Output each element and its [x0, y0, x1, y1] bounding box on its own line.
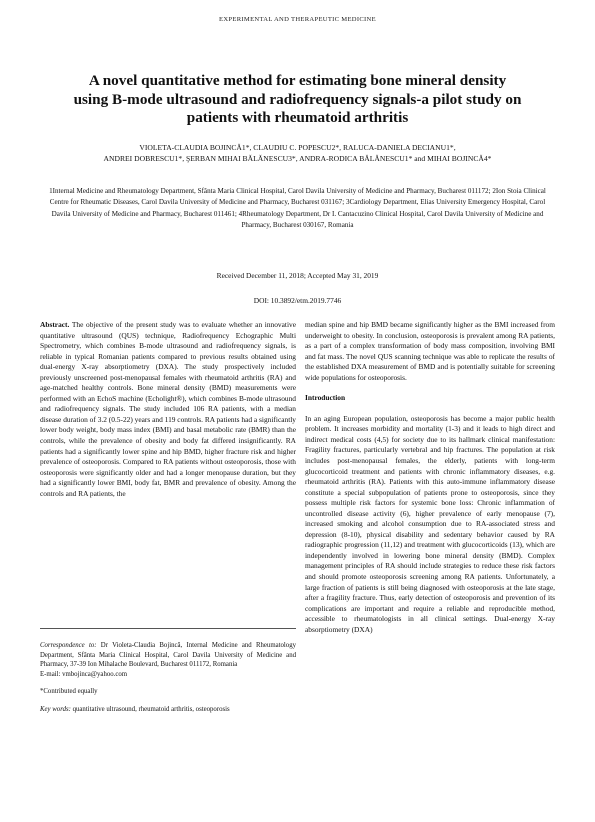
keywords-text: quantitative ultrasound, rheumatoid arthritis, osteoporosis — [70, 705, 230, 713]
doi-line: DOI: 10.3892/etm.2019.7746 — [253, 296, 342, 305]
running-head: EXPERIMENTAL AND THERAPEUTIC MEDICINE — [219, 16, 376, 23]
footnote-divider — [40, 628, 296, 629]
contributed-note: *Contributed equally — [40, 688, 98, 695]
correspondence-label: Correspondence to: — [40, 642, 97, 649]
introduction-text: In an aging European population, osteoporosis has become a major public health problem. It increases morbidity and mortality (1-3) and it leads to high direct and indirect medical costs (4,5) for society due to its hallmark clinical manifestation: Fragility fractures, particularly vertebral and hip fractures. The population at risk includes post-menopausal females, the elderly, patients with long-term glucocorticoid treatment and patients with chronic inflammatory diseases, e.g. rheumatoid arthritis (RA). Patients with this auto-immune inflammatory disease constitute a special subpopulation of patients prone to osteoporosis, since they possess multiple risk factors for systemic bone loss: Chronic inflammation of uncontrolled disease activity (6), higher prevalence of early menopause (7), increased smoking and alcohol consumption due to RA-associated stress and depression (8-10), physical disability and sedentary behavior caused by RA radiographic progression (11,12) and treatment with glucocorticoids (13), which are independently involved in lowering bone mineral density (BMD). Complex management principles of RA should include strategies to reduce these risk factors and should promote osteoporosis screening among RA patients. Unfortunately, a large fraction of patients is still being diagnosed with osteoporosis at the late stage, after a fragility fracture. Thus, early detection of osteoporosis and prevention of its complications are important and require a reliable and reproducible method, accessible to rheumatologists in all clinical settings. Dual-energy X-ray absorptiometry (DXA) — [305, 413, 555, 634]
abstract-continued: median spine and hip BMD became significantly higher as the BMI increased from underweight to obesity. In conclusion, osteoporosis is prevalent among RA patients, as a part of a complex transformation of body mass composition, involving BMI and fat mass. The novel QUS scanning technique was able to replicate the results of the established DXA measurement of BMD and is potentially suitable for screening wide populations for osteoporosis. — [305, 320, 555, 382]
right-column — [305, 320, 555, 641]
correspondence-text: Dr Violeta-Claudia Bojincă, Internal Medicine and Rheumatology Department, Sfânta Maria Clinical Hospital, Carol Davila University of Medicine and Pharmacy, 37-39 Ion Mihalache Boulevard, Bucharest 011172, Romania — [40, 642, 296, 668]
abstract-paragraph — [40, 320, 296, 499]
article-title: A novel quantitative method for estimating bone mineral density using B-mode ultrasound and radiofrequency signals-a pilot study on patients with rheumatoid arthritis — [73, 72, 522, 126]
authors-line-1: VIOLETA-CLAUDIA BOJINCĂ1*, CLAUDIU C. POPESCU2*, RALUCA-DANIELA DECIANU1*, — [139, 143, 456, 152]
received-accepted-dates: Received December 11, 2018; Accepted May 31, 2019 — [216, 271, 379, 280]
correspondence-block — [40, 641, 296, 679]
abstract-label: Abstract. — [40, 320, 70, 329]
abstract-text: The objective of the present study was to evaluate whether an innovative quantitative ultrasound (QUS) technique, Radiofrequency Echographic Multi Spectrometry, which combines B-mode ultrasound and radiofrequency signals, is reliable in typical Romanian patients compared to previous results obtained using dual-energy X-ray absorptiometry (DXA). The study prospectively included previously unscreened post-menopausal females with rheumatoid arthritis (RA) and age-matched healthy controls. Bone mineral density (BMD) measurements were performed with an EchoS machine (Echolight®), which combines B-mode ultrasound and radiofrequency signals. The study included 106 RA patients, with a median disease duration of 3.2 (0.5-22) years and 119 controls. RA patients had a significantly lower body weight, body mass index (BMI) and basal metabolic rate (BMR) than the controls, while the prevalence of obesity and body fat differed insignificantly. RA patients had a significantly lower spine and hip BMD, higher fracture risk and higher prevalence of osteoporosis. Compared to RA patients without osteoporosis, those with osteoporosis were significantly older and had a longer menopause duration, but they had a significantly lower BMI, body fat, BMR and prevalence of obesity. Among the controls and RA patients, the — [40, 320, 296, 498]
footnotes — [40, 628, 296, 722]
correspondence-email: E-mail: vmbojinca@yahoo.com — [40, 670, 128, 678]
author-list — [55, 142, 540, 164]
keywords-label: Key words: — [40, 705, 71, 713]
left-column — [40, 320, 296, 505]
authors-line-2: ANDREI DOBRESCU1*, ŞERBAN MIHAI BĂLĂNESCU3*, ANDRA-RODICA BĂLĂNESCU1* and MIHAI BOJINCĂ4* — [103, 154, 492, 163]
affiliations: 1Internal Medicine and Rheumatology Department, Sfânta Maria Clinical Hospital, Carol Davila University of Medicine and Pharmacy, Bucharest 011172; 2Ion Stoia Clinical Centre for Rheumatic Diseases, Carol Davila University of Medicine and Pharmacy, Bucharest 031167; 3Cardiology Department, Elias University Emergency Hospital, Carol Davila University of Medicine and Pharmacy, Bucharest 011461; 4Rheumatology Department, Dr I. Cantacuzino Clinical Hospital, Carol Davila University of Medicine and Pharmacy, Bucharest 030167, Romania — [49, 187, 546, 230]
introduction-heading: Introduction — [305, 393, 346, 403]
keywords-block — [40, 705, 296, 715]
